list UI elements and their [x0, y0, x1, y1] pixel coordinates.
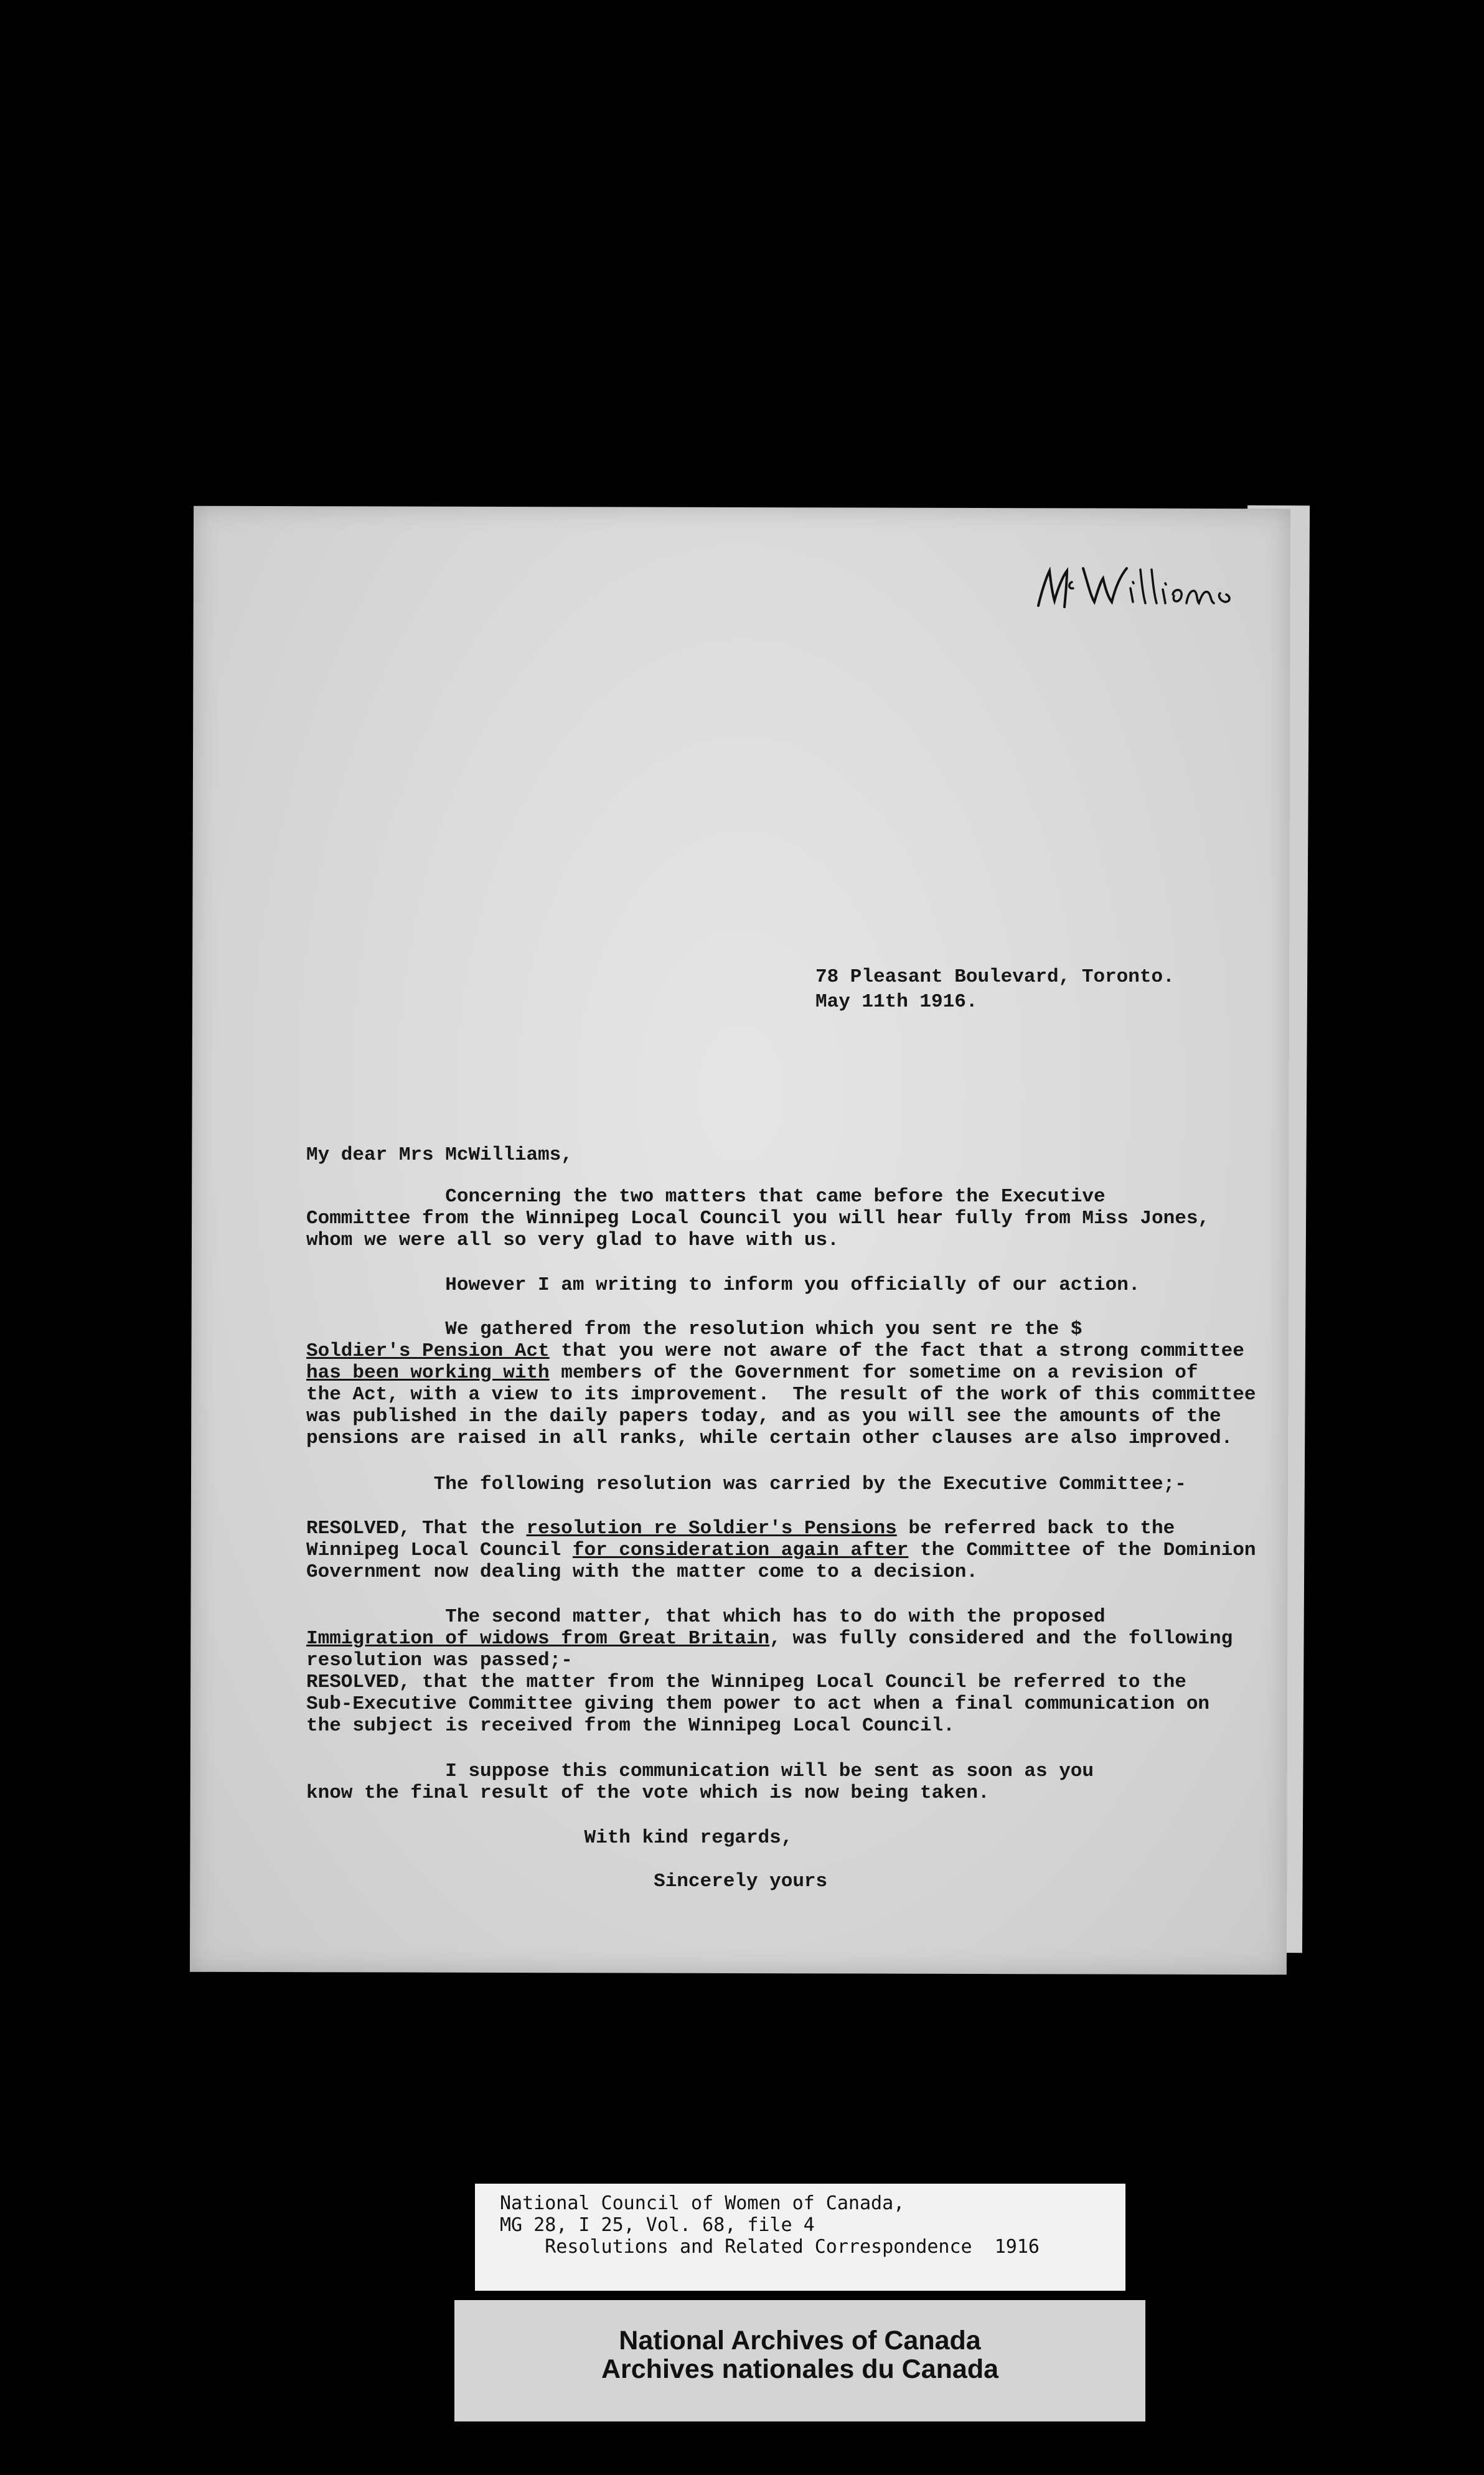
- paragraph-1-line: Committee from the Winnipeg Local Council you will hear fully from Miss Jones,: [306, 1208, 1210, 1229]
- paragraph-1-line: Concerning the two matters that came before the Executive: [306, 1186, 1106, 1208]
- resolution-2: [306, 1671, 1221, 1737]
- reference-line-1: National Council of Women of Canada,: [500, 2192, 905, 2214]
- resolution-1-text: RESOLVED, That the: [306, 1518, 527, 1539]
- paragraph-6: [306, 1760, 1221, 1804]
- archive-name-french: Archives nationales du Canada: [601, 2354, 999, 2384]
- underlined-soldiers-pension-act: Soldier's Pension Act: [306, 1340, 550, 1362]
- paragraph-3-line: We gathered from the resolution which you sent re the: [306, 1318, 1059, 1340]
- paragraph-6-line: I suppose this communication will be sent as soon as you: [306, 1760, 1094, 1782]
- paragraph-3-line: that you were not aware of the fact that a strong committee: [549, 1340, 1244, 1362]
- paragraph-4: The following resolution was carried by the Executive Committee;-: [306, 1473, 1186, 1495]
- resolution-2-line: RESOLVED, that the matter from the Winnipeg Local Council be referred to the: [306, 1671, 1186, 1693]
- archive-institution-label: [454, 2300, 1145, 2421]
- sender-address: 78 Pleasant Boulevard, Toronto.: [815, 966, 1175, 988]
- resolution-1-text: the Committee of the Dominion: [908, 1539, 1256, 1561]
- handwritten-mcwilliams-annotation: [1033, 557, 1257, 626]
- underlined-has-been-working: has been working with: [306, 1362, 550, 1384]
- resolution-2-line: Sub-Executive Committee giving them power to act when a final communication on: [306, 1693, 1210, 1715]
- underlined-resolution-re-pensions: resolution re Soldier's Pensions: [526, 1518, 897, 1539]
- paragraph-5: [306, 1606, 1233, 1671]
- resolution-1-text: be referred back to the: [896, 1518, 1175, 1539]
- paragraph-3-line: was published in the daily papers today, and as you will see the amounts of the: [306, 1406, 1221, 1427]
- paragraph-3-line: pensions are raised in all ranks, while certain other clauses are also improved.: [306, 1427, 1233, 1449]
- paragraph-3: [306, 1318, 1256, 1449]
- underlined-consideration-again: for consideration again after: [572, 1539, 909, 1561]
- paragraph-3-line: members of the Government for sometime on a revision of: [549, 1362, 1198, 1384]
- paragraph-5-line: resolution was passed;-: [306, 1650, 573, 1671]
- underlined-immigration-of-widows: Immigration of widows from Great Britain: [306, 1628, 770, 1650]
- resolution-2-line: the subject is received from the Winnipeg Local Council.: [306, 1715, 955, 1737]
- sender-address-block: [815, 965, 1251, 1015]
- closing-regards: With kind regards,: [306, 1827, 793, 1849]
- reference-line-3: Resolutions and Related Correspondence 1916: [500, 2236, 1040, 2258]
- reference-line-2: MG 28, I 25, Vol. 68, file 4: [500, 2214, 815, 2236]
- paragraph-1: [306, 1186, 1221, 1251]
- resolution-1-text: Winnipeg Local Council: [306, 1539, 573, 1561]
- salutation: My dear Mrs McWilliams,: [306, 1144, 573, 1166]
- paragraph-3-line: the Act, with a view to its improvement. The result of the work of this committee: [306, 1384, 1256, 1406]
- resolution-1: [306, 1518, 1256, 1583]
- paragraph-1-line: whom we were all so very glad to have with us.: [306, 1229, 839, 1251]
- archive-name-english: National Archives of Canada: [619, 2326, 981, 2355]
- paragraph-6-line: know the final result of the vote which is now being taken.: [306, 1782, 990, 1804]
- paragraph-2: However I am writing to inform you officially of our action.: [306, 1274, 1140, 1296]
- letter-date: May 11th 1916.: [815, 991, 978, 1013]
- struck-mark: $: [1070, 1318, 1082, 1340]
- archival-reference-label: [475, 2184, 1125, 2291]
- resolution-1-text: Government now dealing with the matter come to a decision.: [306, 1561, 978, 1583]
- closing-signoff: Sincerely yours: [306, 1871, 828, 1892]
- paragraph-5-line: , was fully considered and the following: [769, 1628, 1233, 1650]
- paragraph-5-line: The second matter, that which has to do with the proposed: [306, 1606, 1106, 1628]
